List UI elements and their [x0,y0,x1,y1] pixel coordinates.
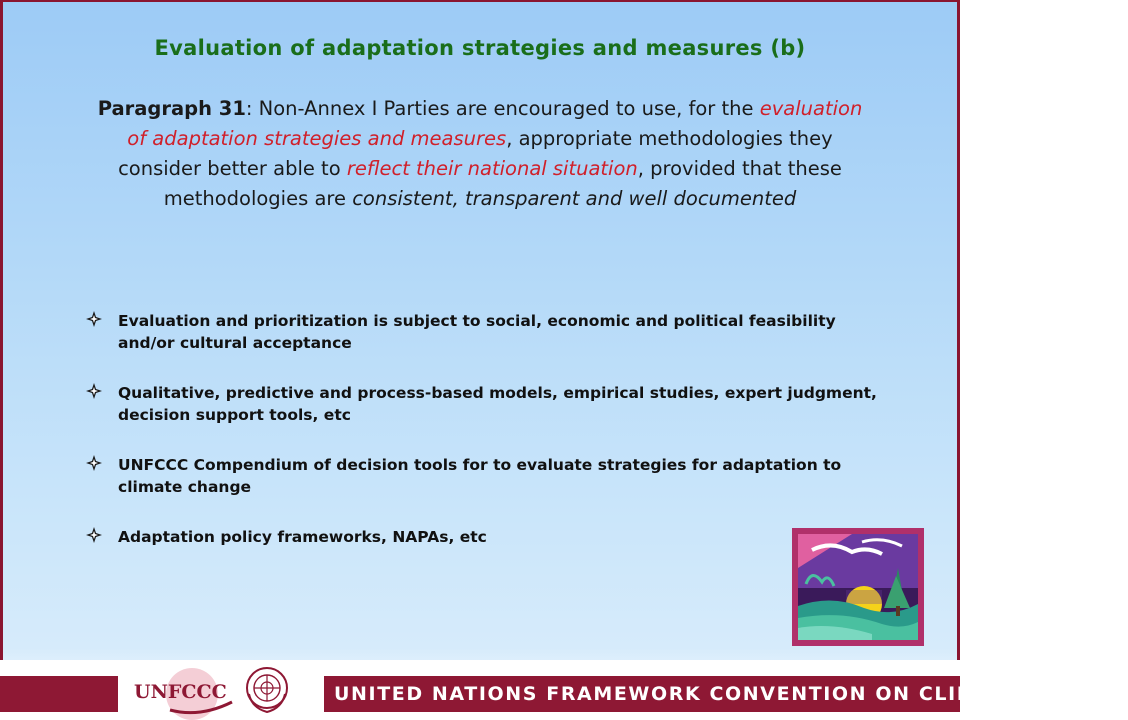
landscape-clipart [792,528,924,646]
footer-band-left [0,676,118,712]
diamond-bullet-icon [86,383,102,399]
bullet-text: Evaluation and prioritization is subject to social, economic and political feasibility and/or cultural acceptance [118,312,836,352]
paragraph-highlight-2: reflect their national situation [346,157,638,180]
paragraph-text-1: : Non-Annex I Parties are encouraged to use, for the [245,97,760,120]
bullet-list [86,310,886,576]
bullet-item [86,382,886,426]
bullet-item [86,310,886,354]
bullet-text: UNFCCC Compendium of decision tools for to evaluate strategies for adaptation to climate change [118,456,842,496]
diamond-bullet-icon [86,527,102,543]
unfccc-logo-text: UNFCCC [134,681,227,703]
diamond-bullet-icon [86,311,102,327]
paragraph-31 [90,94,870,214]
paragraph-text-3: , provided that these methodologies are [163,157,842,210]
paragraph-label: Paragraph 31 [97,97,246,120]
diamond-bullet-icon [86,455,102,471]
bullet-item [86,526,886,548]
footer-banner-text: UNITED NATIONS FRAMEWORK CONVENTION ON CLIMATE CHANGE [334,683,1128,705]
bullet-text: Adaptation policy frameworks, NAPAs, etc [118,528,487,546]
paragraph-text-2: , appropriate methodologies they consider better able to [118,127,833,180]
bullet-text: Qualitative, predictive and process-based models, empirical studies, expert judgment, decision support tools, etc [118,384,877,424]
unfccc-logo [120,662,240,718]
slide-title: Evaluation of adaptation strategies and measures (b) [154,36,806,60]
bullet-item [86,454,886,498]
paragraph-highlight-1: evaluation of adaptation strategies and measures [127,97,863,150]
un-emblem-icon [244,664,290,716]
paragraph-italic: consistent, transparent and well documented [352,187,797,210]
